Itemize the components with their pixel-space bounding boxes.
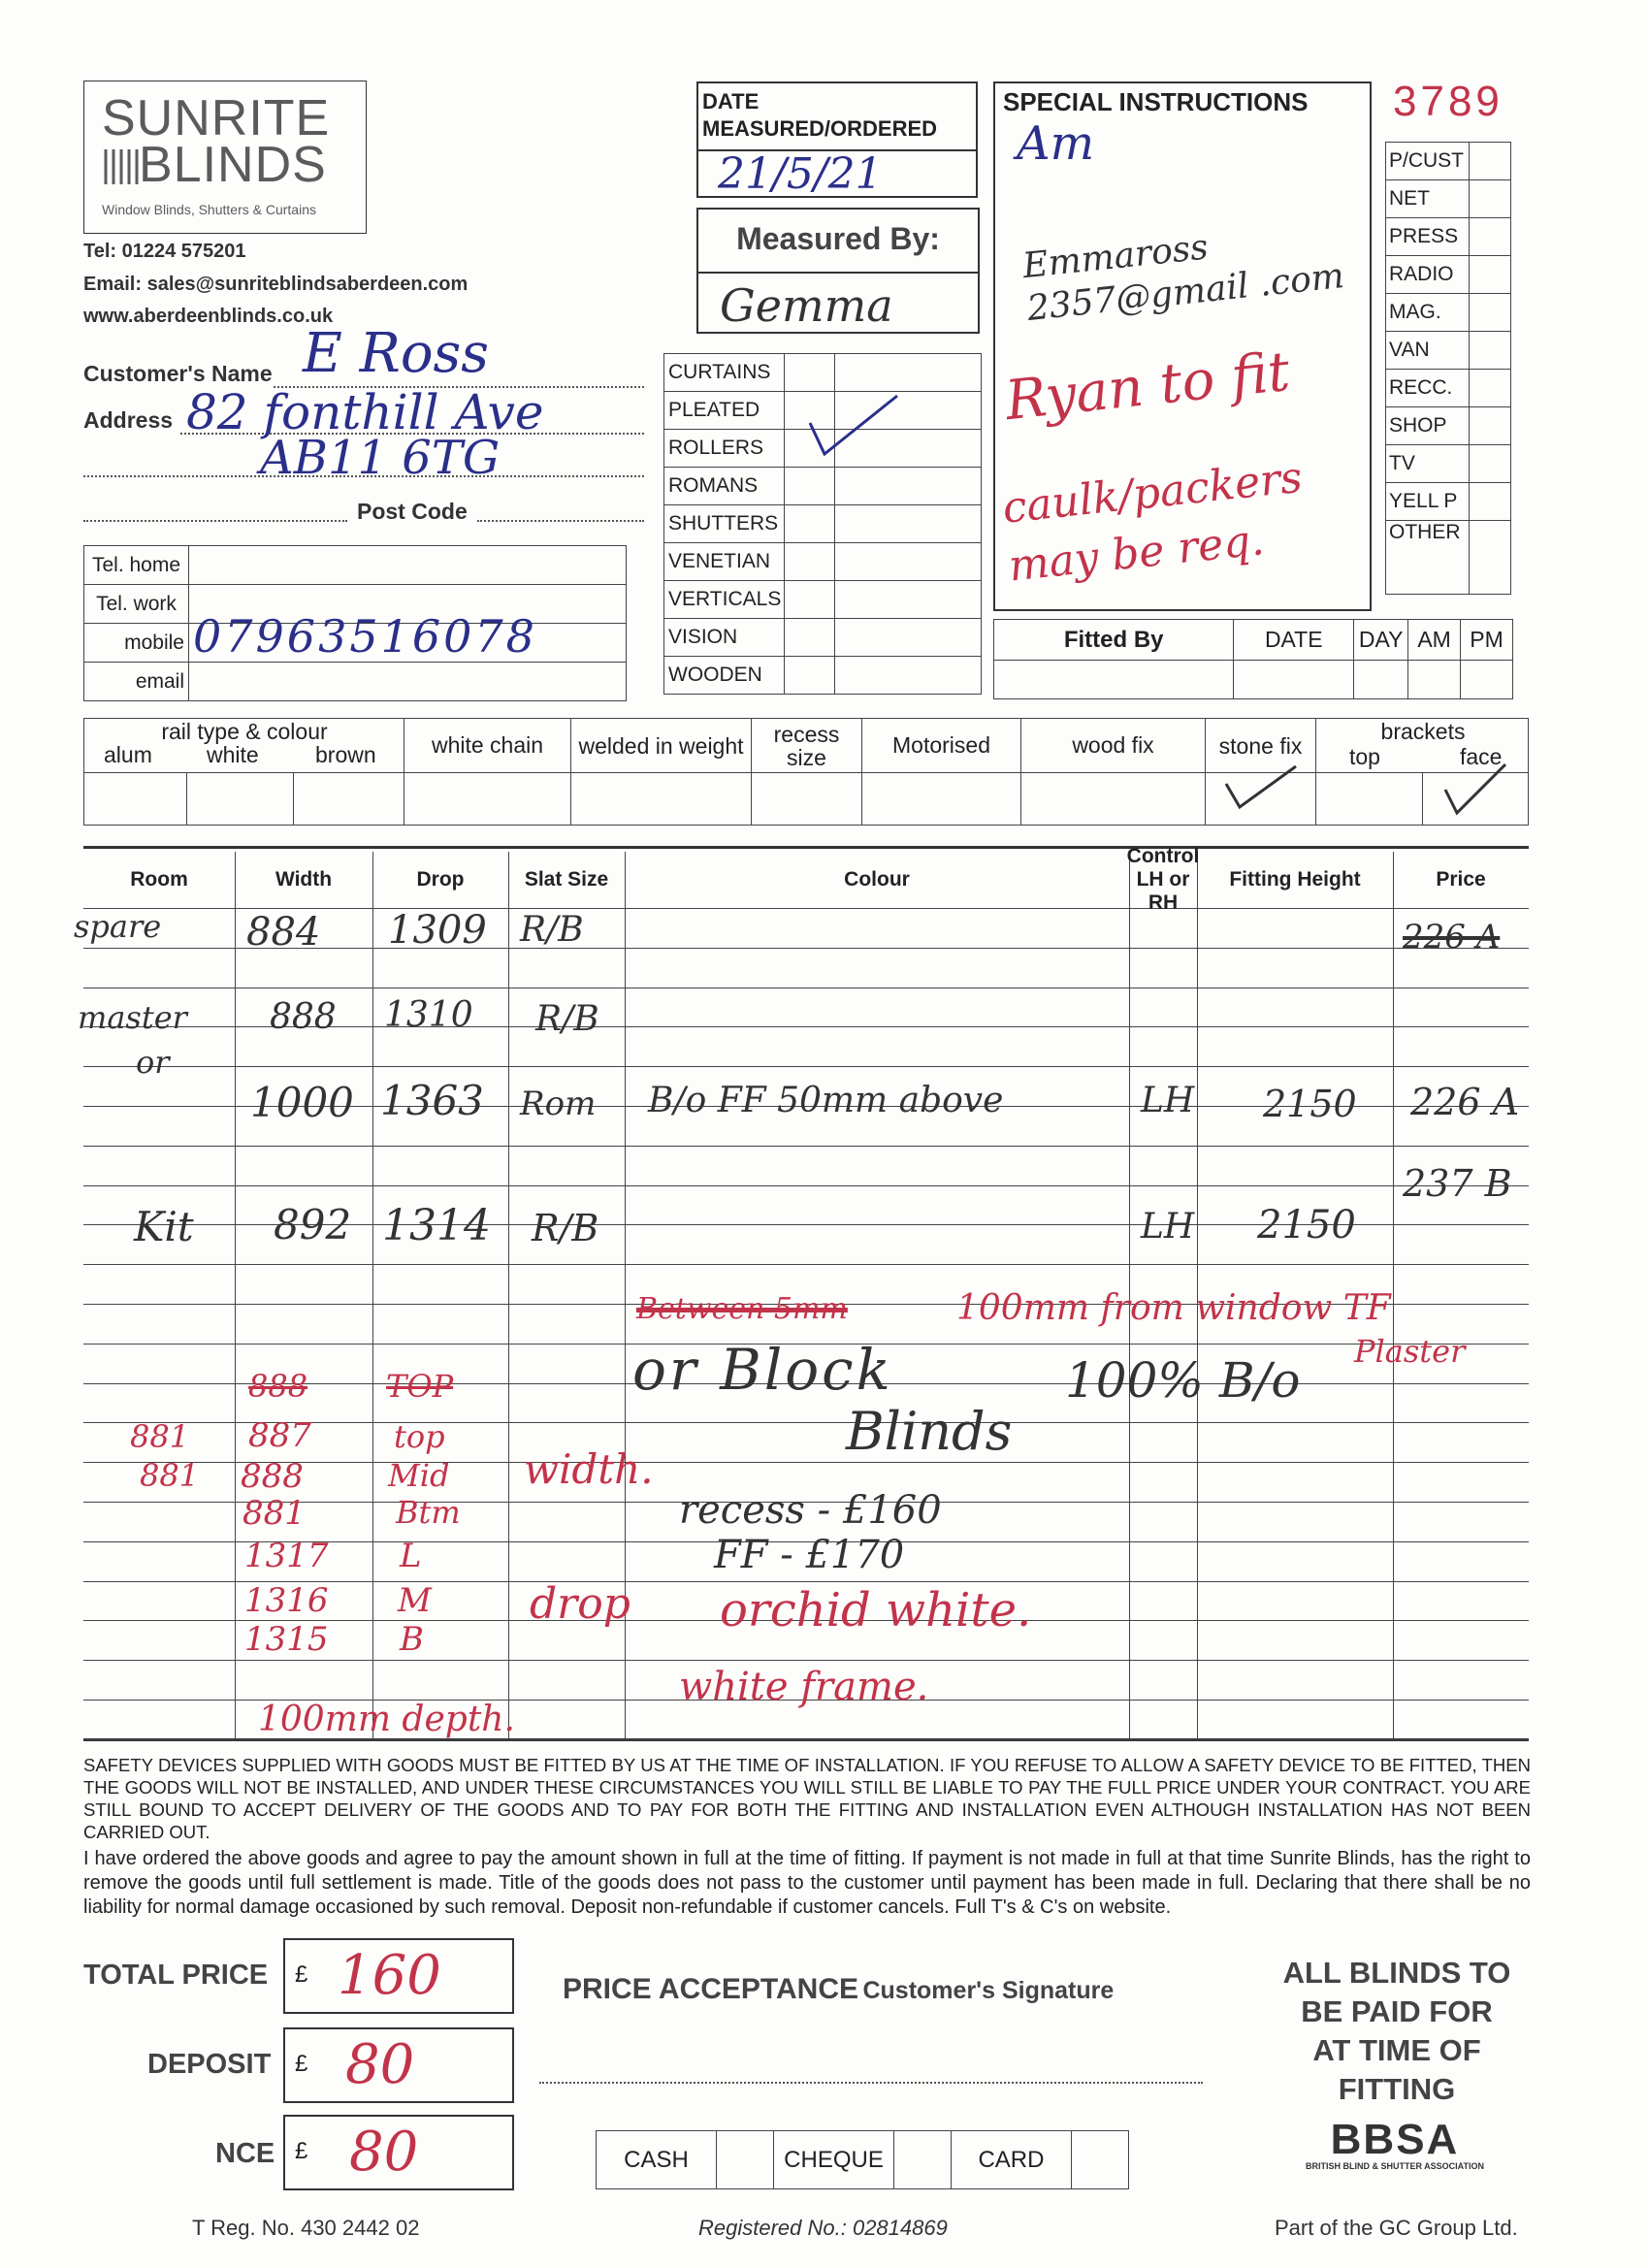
source-label: OTHER: [1386, 521, 1470, 595]
product-type-qty[interactable]: [785, 657, 835, 695]
rail-white-value[interactable]: [187, 773, 294, 826]
source-label: VAN: [1386, 332, 1470, 370]
company-tel: Tel: 01224 575201: [83, 241, 246, 262]
note-w2[interactable]: 887: [248, 1416, 311, 1455]
signature-line[interactable]: [539, 2082, 1203, 2084]
r3-height[interactable]: 2150: [1263, 1083, 1357, 1125]
postcode-line-b: [477, 520, 644, 522]
rail-brown-label: brown: [315, 742, 376, 767]
table-col-line: [1393, 852, 1394, 1738]
table-header-6: Fitting Height: [1229, 868, 1361, 891]
mobile-value-cell[interactable]: [189, 610, 627, 663]
notice-line: AT TIME OF: [1312, 2033, 1481, 2067]
fitted-date-value[interactable]: [1234, 661, 1354, 699]
table-header-4: Colour: [844, 868, 910, 891]
fitted-day-label: DAY: [1354, 620, 1408, 661]
product-type-check[interactable]: [835, 354, 982, 392]
product-type-label: VERTICALS: [664, 581, 785, 619]
notice-line: FITTING: [1338, 2072, 1456, 2106]
r3-slat[interactable]: Rom: [520, 1085, 597, 1123]
measured-by-box: [696, 208, 980, 334]
white-chain-label: white chain: [404, 719, 571, 773]
bbsa-logo-text: BBSA: [1330, 2116, 1460, 2163]
r3-width[interactable]: 1000: [250, 1079, 354, 1126]
product-type-label: VISION: [664, 619, 785, 657]
special-note-am[interactable]: Am: [1017, 116, 1095, 171]
note-w1-lbl[interactable]: TOP: [386, 1368, 454, 1405]
product-type-label: SHUTTERS: [664, 505, 785, 543]
product-type-check[interactable]: [835, 581, 982, 619]
r3-colour[interactable]: B/o FF 50mm above: [648, 1081, 1004, 1120]
source-label: NET: [1386, 180, 1470, 218]
bbsa-caption: BRITISH BLIND & SHUTTER ASSOCIATION: [1306, 2161, 1484, 2171]
special-instructions-box: [993, 81, 1372, 611]
wood-fix-label: wood fix: [1021, 719, 1206, 773]
note-window[interactable]: 100mm from window TF: [956, 1288, 1391, 1328]
product-type-qty[interactable]: [785, 619, 835, 657]
notice-line: BE PAID FOR: [1301, 1994, 1493, 2028]
tel-home-label: Tel. home: [84, 546, 189, 585]
r5-slat[interactable]: R/B: [532, 1207, 599, 1249]
rail-white-label: white: [207, 742, 259, 767]
note-w1[interactable]: 888: [248, 1368, 308, 1405]
table-row-line: [83, 1185, 1529, 1186]
product-type-label: ROLLERS: [664, 430, 785, 468]
source-label: PRESS: [1386, 218, 1470, 256]
note-blackout[interactable]: 100% B/o: [1065, 1352, 1301, 1409]
total-currency: £: [295, 1961, 308, 1988]
r5-room[interactable]: Kit: [134, 1203, 194, 1250]
product-type-check[interactable]: [835, 543, 982, 581]
note-plaster[interactable]: Plaster: [1354, 1333, 1466, 1370]
tel-work-label: Tel. work: [84, 585, 189, 624]
price-acceptance: [563, 1973, 1114, 2006]
r5-width[interactable]: 892: [274, 1201, 352, 1248]
special-note-fitter[interactable]: Ryan to fit: [1002, 340, 1293, 434]
note-d2[interactable]: 1316: [244, 1581, 329, 1620]
note-recess[interactable]: recess - £160: [679, 1488, 942, 1533]
rail-brown-value[interactable]: [294, 773, 404, 826]
rail-type-cell: [84, 719, 404, 773]
rail-type-label: rail type & colour: [161, 719, 328, 744]
total-price-label: TOTAL PRICE: [83, 1960, 269, 1991]
logo-sunrite: SUNRITE: [102, 90, 331, 146]
product-type-check[interactable]: [835, 657, 982, 695]
special-note-email-text: Emmaross 2357@gmail .com: [1020, 227, 1346, 330]
main-table-topline: [83, 846, 1529, 849]
logo-tagline: Window Blinds, Shutters & Curtains: [102, 202, 316, 217]
r1-width[interactable]: 884: [246, 910, 321, 955]
balance-label: NCE: [215, 2138, 275, 2169]
r2-drop[interactable]: 1310: [384, 995, 473, 1035]
fitted-am-value[interactable]: [1408, 661, 1461, 699]
customer-name[interactable]: E Ross: [303, 322, 490, 385]
brackets-top-label: top: [1349, 744, 1380, 769]
note-w2-lbl[interactable]: top: [394, 1418, 445, 1455]
brackets-top-value[interactable]: [1316, 773, 1423, 826]
address-label: Address: [83, 407, 174, 433]
vat-number: T Reg. No. 430 2442 02: [192, 2216, 420, 2240]
r5-control[interactable]: LH: [1141, 1207, 1195, 1247]
note-w4[interactable]: 881: [242, 1494, 306, 1533]
table-row-line: [83, 1066, 1529, 1067]
note-w3[interactable]: 888: [241, 1457, 304, 1496]
logo-blinds: BLINDS: [139, 137, 327, 193]
email-label: email: [84, 663, 189, 701]
table-header-2: Drop: [416, 868, 465, 891]
note-drop-word[interactable]: drop: [530, 1579, 630, 1629]
date-label-1: DATE: [702, 89, 760, 113]
r1-price[interactable]: 226 A: [1403, 918, 1501, 956]
options-table: [83, 718, 1529, 826]
source-check[interactable]: [1470, 294, 1511, 332]
product-type-qty[interactable]: [785, 468, 835, 505]
r3-price[interactable]: 226 A: [1410, 1081, 1520, 1123]
r2-slat[interactable]: R/B: [535, 999, 599, 1039]
brackets-face-label: face: [1460, 744, 1503, 769]
source-label: TV: [1386, 445, 1470, 483]
source-check[interactable]: [1470, 256, 1511, 294]
recess-label: recess size: [752, 719, 862, 773]
product-type-qty[interactable]: [785, 505, 835, 543]
note-a881[interactable]: 881: [130, 1418, 190, 1455]
note-frame[interactable]: white frame.: [679, 1665, 929, 1709]
source-check[interactable]: [1470, 445, 1511, 483]
r1-room[interactable]: spare: [74, 908, 162, 945]
note-b881[interactable]: 881: [140, 1457, 200, 1494]
fitted-date-label: DATE: [1234, 620, 1354, 661]
fitted-pm-value[interactable]: [1461, 661, 1513, 699]
table-row-line: [83, 908, 1529, 909]
source-check[interactable]: [1470, 370, 1511, 407]
date-value[interactable]: 21/5/21: [718, 149, 883, 199]
notice-line: ALL BLINDS TO: [1282, 1956, 1511, 1990]
source-table: [1385, 142, 1511, 595]
rail-alum-label: alum: [104, 742, 152, 767]
table-header-3: Slat Size: [524, 868, 609, 891]
mobile-value: 07963516078: [193, 610, 537, 663]
balance-currency: £: [295, 2138, 308, 2164]
deposit-currency: £: [295, 2051, 308, 2077]
rollers-tick: [805, 394, 902, 462]
price-acceptance-label: PRICE ACCEPTANCE: [563, 1973, 859, 2005]
stone-fix-tick: [1222, 762, 1300, 811]
rail-alum-value[interactable]: [84, 773, 187, 826]
product-type-check[interactable]: [835, 468, 982, 505]
table-col-line: [372, 852, 373, 1738]
r2-room[interactable]: master: [78, 999, 187, 1036]
recess-value[interactable]: [752, 773, 862, 826]
r1-slat[interactable]: R/B: [520, 910, 584, 950]
wood-fix-value[interactable]: [1021, 773, 1206, 826]
tel-home-value[interactable]: [189, 546, 627, 585]
white-chain-value[interactable]: [404, 773, 571, 826]
total-price-box[interactable]: [283, 1938, 514, 2014]
payment-cash-label: CASH: [597, 2131, 717, 2189]
measured-by-label: Measured By:: [736, 221, 940, 256]
note-ff[interactable]: FF - £170: [714, 1533, 905, 1577]
payment-method-table: [596, 2130, 1129, 2189]
product-type-qty[interactable]: [785, 543, 835, 581]
company-logo: [83, 81, 367, 234]
date-label-2: MEASURED/ORDERED: [702, 116, 938, 141]
source-label: MAG.: [1386, 294, 1470, 332]
product-type-qty[interactable]: [785, 354, 835, 392]
postcode-line-a: [83, 520, 347, 522]
bbsa-logo: [1284, 2116, 1505, 2171]
deposit-label: DEPOSIT: [147, 2049, 272, 2080]
registered-number: Registered No.: 02814869: [698, 2216, 948, 2240]
safety-terms: SAFETY DEVICES SUPPLIED WITH GOODS MUST BE FITTED BY US AT THE TIME OF INSTALLATION. IF YOU REFUSE TO ALLOW A SAFETY DEVICE TO BE FITTED, THEN THE GOODS WILL NOT BE INSTALLED, AND UNDER THESE CIRCUMSTANCES YOU WILL STILL BE LIABLE TO PAY THE FULL PRICE UNDER YOUR CONTRACT. YOU ARE STILL BOUND TO ACCEPT DELIVERY OF THE GOODS AND TO PAY FOR BOTH THE FITTING AND INSTALLATION EVEN ALTHOUGH INSTALLATION HAS NOT BEEN CARRIED OUT.: [83, 1755, 1531, 1842]
measured-by-value-box: [698, 272, 978, 334]
source-check[interactable]: [1470, 332, 1511, 370]
note-d1[interactable]: 1317: [244, 1537, 329, 1575]
table-header-7: Price: [1436, 868, 1486, 891]
r5-drop[interactable]: 1314: [382, 1201, 491, 1250]
payment-card-check[interactable]: [1072, 2131, 1129, 2189]
special-note-caulk[interactable]: caulk/packers may be req.: [1000, 452, 1305, 592]
motorised-label: Motorised: [862, 719, 1021, 773]
note-d3[interactable]: 1315: [244, 1620, 329, 1659]
product-type-check[interactable]: [835, 619, 982, 657]
date-value-box: [698, 149, 976, 198]
brackets-face-tick: [1441, 762, 1509, 817]
source-check[interactable]: [1470, 483, 1511, 521]
r1-drop[interactable]: 1309: [388, 908, 487, 953]
source-label: SHOP: [1386, 407, 1470, 445]
fitted-am-label: AM: [1408, 620, 1461, 661]
customer-name-label: Customer's Name: [83, 361, 273, 386]
balance-value: 80: [349, 2121, 419, 2184]
product-type-qty[interactable]: [785, 581, 835, 619]
note-depth[interactable]: 100mm depth.: [258, 1700, 515, 1739]
table-row-line: [83, 1739, 1529, 1740]
address-1[interactable]: 82 fonthill Ave: [186, 384, 544, 440]
table-row-line: [83, 1146, 1529, 1147]
balance-box[interactable]: [283, 2115, 514, 2190]
special-note-email[interactable]: [1020, 212, 1347, 331]
note-blinds[interactable]: Blinds: [846, 1401, 1013, 1462]
phone-table: [83, 545, 627, 701]
product-type-label: ROMANS: [664, 468, 785, 505]
note-d3-lbl[interactable]: B: [400, 1620, 424, 1659]
fitted-by-value[interactable]: [994, 661, 1234, 699]
fitted-by-label: Fitted By: [994, 620, 1234, 661]
payment-terms: I have ordered the above goods and agree to pay the amount shown in full at the time of fitting. If payment is not made in full at that time Sunrite Blinds, has the right to remove the goods until full settlement is made. Title of the goods does not pass to the customer until payment has been made in full. Declaring that there shall be no liability for normal damage occasioned by such removal. Deposit non-refundable if customer cancels. Full T's & C's on website.: [83, 1848, 1531, 1918]
r5-height[interactable]: 2150: [1257, 1203, 1356, 1247]
group-text: Part of the GC Group Ltd.: [1275, 2216, 1518, 2240]
product-type-label: CURTAINS: [664, 354, 785, 392]
payment-cheque-label: CHEQUE: [773, 2131, 893, 2189]
table-header-0: Room: [130, 868, 188, 891]
note-width-word[interactable]: width.: [524, 1445, 654, 1493]
product-type-label: PLEATED: [664, 392, 785, 430]
logo-blind-icon: [102, 149, 141, 184]
source-label: RADIO: [1386, 256, 1470, 294]
product-type-label: VENETIAN: [664, 543, 785, 581]
total-price-value: 160: [338, 1944, 441, 2007]
source-label: P/CUST: [1386, 143, 1470, 180]
source-check[interactable]: [1470, 180, 1511, 218]
payment-cheque-check[interactable]: [894, 2131, 952, 2189]
source-check[interactable]: [1470, 218, 1511, 256]
measured-by-value[interactable]: Gemma: [720, 279, 893, 332]
table-header-5: Control LH or RH: [1126, 845, 1200, 914]
table-row-line: [83, 1660, 1529, 1661]
date-box: [696, 81, 978, 198]
note-d2-lbl[interactable]: M: [398, 1581, 432, 1620]
company-web: www.aberdeenblinds.co.uk: [83, 306, 334, 327]
source-label: RECC.: [1386, 370, 1470, 407]
price-acceptance-sub: Customer's Signature: [862, 1977, 1115, 2004]
note-d1-lbl[interactable]: L: [400, 1537, 422, 1575]
postcode-label: Post Code: [357, 499, 468, 524]
table-row-line: [83, 1264, 1529, 1265]
payment-notice: [1251, 1954, 1542, 2109]
mobile-label: mobile: [84, 624, 189, 663]
special-instructions-label: SPECIAL INSTRUCTIONS: [1003, 87, 1309, 116]
motorised-value[interactable]: [862, 773, 1021, 826]
r3-drop[interactable]: 1363: [380, 1077, 484, 1124]
fitted-pm-label: PM: [1461, 620, 1513, 661]
note-block[interactable]: or Block: [632, 1337, 893, 1403]
table-col-line: [508, 852, 509, 1738]
email-value[interactable]: [189, 663, 627, 701]
welded-value[interactable]: [571, 773, 752, 826]
welded-label: welded in weight: [571, 719, 752, 773]
brackets-label: brackets: [1380, 719, 1466, 744]
deposit-value: 80: [345, 2033, 415, 2096]
payment-card-label: CARD: [951, 2131, 1071, 2189]
company-email: Email: sales@sunriteblindsaberdeen.com: [83, 274, 469, 295]
note-orchid[interactable]: orchid white.: [720, 1583, 1032, 1637]
note-struck: Between 5mm: [636, 1292, 848, 1326]
payment-cash-check[interactable]: [717, 2131, 774, 2189]
source-check[interactable]: [1470, 143, 1511, 180]
address-2[interactable]: AB11 6TG: [260, 431, 501, 485]
order-number: 3789: [1393, 78, 1504, 125]
note-w3-lbl[interactable]: Mid: [388, 1457, 450, 1494]
table-header-1: Width: [275, 868, 333, 891]
stone-fix-label: stone fix: [1206, 719, 1316, 773]
deposit-box[interactable]: [283, 2027, 514, 2103]
r2-width[interactable]: 888: [270, 997, 337, 1037]
source-check[interactable]: [1470, 407, 1511, 445]
source-other-value[interactable]: [1470, 521, 1511, 595]
product-type-check[interactable]: [835, 505, 982, 543]
table-col-line: [235, 852, 236, 1738]
r2b-room[interactable]: or: [136, 1044, 170, 1081]
fitted-by-table: [993, 619, 1513, 699]
note-w4-lbl[interactable]: Btm: [396, 1494, 461, 1531]
source-label: YELL P: [1386, 483, 1470, 521]
fitted-day-value[interactable]: [1354, 661, 1408, 699]
product-type-label: WOODEN: [664, 657, 785, 695]
r3-control[interactable]: LH: [1141, 1081, 1195, 1120]
r4-price[interactable]: 237 B: [1403, 1162, 1512, 1205]
